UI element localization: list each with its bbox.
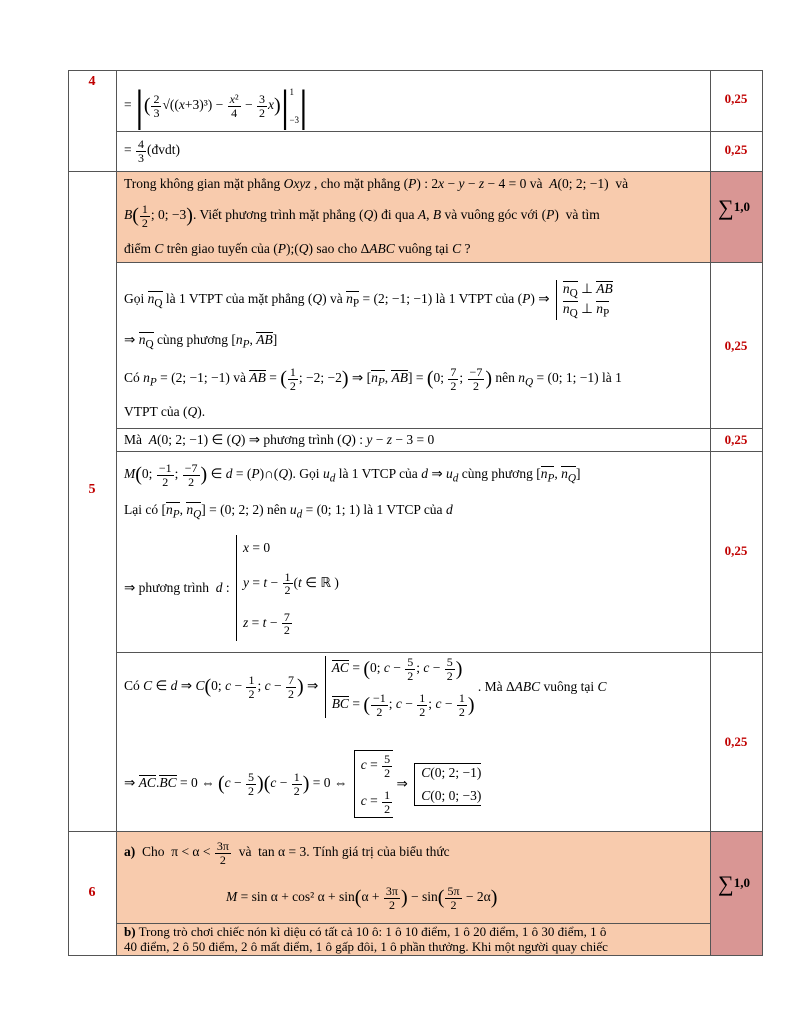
row-border: [68, 831, 763, 832]
col-border: [710, 70, 711, 956]
r5-step1-line-2: ⇒ $n_Q$ cùng phương [$n_P$, AB]: [124, 332, 278, 351]
r6b-label: b): [124, 924, 136, 939]
r5-total-value: 1,0: [733, 199, 750, 214]
r4-result: = $\frac{4}{3}$ (đvdt): [124, 137, 180, 165]
r6b-text-1: Trong trò chơi chiếc nón kì diệu có tất cả 10 ô: 1 ô 10 điểm, 1 ô 20 điểm, 1 ô 30 điểm, 1 ô: [138, 924, 607, 939]
row-border: [68, 955, 763, 956]
r5-step1-line-1: Gọi $n_Q$ là 1 VTPT của mặt phẳng (Q) và $n_P = (2$; −1; −1) là 1 VTPT của (P) ⇒ $n_Q$ ⊥ AB $n_Q$ ⊥ $n_P$: [124, 281, 613, 320]
r6-total-value: 1,0: [733, 875, 750, 890]
r5-step4-line-2: ⇒ AC.BC = 0 ⇔ (c − $\frac{5}{2}$ )(c − $\frac{1}{2}$ ) = 0 ⇔ c = $\frac{5}{2}$ c = $\frac{1}{2}$ ⇒ C(0; 2; −1) C(0; 0; −3): [124, 750, 481, 818]
r5-total-score: ∑1,0: [718, 195, 750, 220]
r5-step3-line-1: M(0; $\frac{-1}{2}$ ; $\frac{-7}{2}$ ) ∈ d = (P)∩(Q). Gọi $u_d$ là 1 VTCP của d ⇒ $u_d$ cùng phương [$n_P$, $n_Q$]: [124, 461, 581, 489]
r5-step1-line-3: Có $n_P = (2$; −1; −1) và AB = ( $\frac{1}{2}$ ; −2; −2) ⇒ [$n_P$, AB] = (0; $\frac{7}{2}$ ; $\frac{-7}{2}$ ) nên $n_Q = (0$; 1; −1) là 1: [124, 365, 622, 393]
r5-step2-line-1: Mà A(0; 2; −1) ∈ (Q) ⇒ phương trình (Q) : y − z − 3 = 0: [124, 432, 435, 447]
row-border: [116, 428, 763, 429]
r6a-line-2: M = sin α + cos² α + sin(α + $\frac{3\pi}{2}$ ) − sin( $\frac{5\pi}{2}$ − 2α): [226, 884, 498, 912]
r5-step3-line-3: ⇒ phương trình d : x = 0 y = t − $\frac{1}{2}$ (t ∈ ℝ ) z = t − $\frac{7}{2}$: [124, 535, 339, 641]
r4-score-2: 0,25: [724, 142, 748, 157]
r5-score-1: 0,25: [724, 338, 748, 353]
row-border: [116, 652, 763, 653]
r6b-line-1: [124, 924, 606, 940]
r6b-line-2: [124, 939, 608, 955]
r6a-line-1: a) Cho π < α < $\frac{3\pi}{2}$ và tan α = 3. Tính giá trị của biểu thức: [124, 839, 450, 867]
r5-step3-line-2: Lại có [$n_P$, $n_Q] = (0$; 2; 2) nên $u_d = (0$; 1; 1) là 1 VTCP của d: [124, 502, 453, 521]
r4-score-1: 0,25: [724, 91, 748, 106]
r5-step4-line-1: Có C ∈ d ⇒ C(0; c − $\frac{1}{2}$ ; c − $\frac{7}{2}$ ) ⇒ AC = (0; c − $\frac{5}{2}$ ; c − $\frac{5}{2}$ ) BC = ( $\frac{-1}{2}$ ; c − $\frac{1}{2}$ ; c − $\frac{1}{2}$ ) . Mà ΔABC vuông tại C: [124, 655, 607, 719]
r5-score-4: 0,25: [724, 734, 748, 749]
r5-score-2: 0,25: [724, 432, 748, 447]
row-border: [68, 171, 763, 172]
problem-number-5: 5: [88, 482, 96, 497]
r6a-label: a): [124, 844, 136, 860]
row-border: [116, 451, 763, 452]
r4-integral-expression: = |( $\frac{2}{3}$ √((x+3)³) − $\frac{\text{x²}}{4}$ − $\frac{3}{2}$ x)| 1 −3 |: [124, 81, 308, 131]
r5-step1-line-4: VTPT của (Q).: [124, 404, 206, 419]
r6-total-score: ∑1,0: [718, 871, 750, 896]
col-border: [68, 70, 69, 956]
r5-problem-line-2: B( $\frac{1}{2}$ ; 0; −3). Viết phương trình mặt phẳng (Q) đi qua A, B và vuông góc với (P) và tìm: [124, 202, 600, 230]
row-border: [116, 262, 763, 263]
problem-number-6: 6: [88, 885, 96, 900]
col-border: [762, 70, 763, 956]
answer-table: [68, 70, 763, 956]
col-border: [116, 70, 117, 956]
row-border: [68, 70, 763, 71]
r4-result-unit: (đvdt): [147, 142, 180, 158]
r5-problem-line-1: Trong không gian mặt phẳng Oxyz , cho mặt phẳng (P) : 2x − y − z − 4 = 0 và A(0; 2; −1) và: [124, 176, 629, 191]
r5-score-3: 0,25: [724, 543, 748, 558]
r6b-text-2: 40 điểm, 2 ô 50 điểm, 2 ô mất điểm, 1 ô gấp đôi, 1 ô phần thưởng. Khi một người quay chiếc: [124, 939, 608, 954]
r5-problem-line-3: điểm C trên giao tuyến của (P);(Q) sao cho ΔABC vuông tại C ?: [124, 241, 471, 256]
problem-number-4: 4: [88, 74, 96, 89]
